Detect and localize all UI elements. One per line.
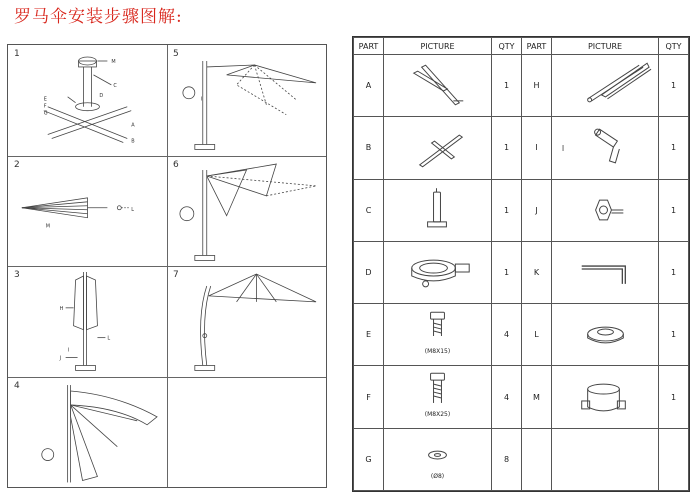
table-row bbox=[354, 241, 522, 303]
svg-text:G: G bbox=[43, 110, 48, 117]
table-row bbox=[354, 179, 522, 241]
step-5 bbox=[167, 45, 326, 156]
svg-text:H: H bbox=[59, 305, 64, 312]
open-umbrella-illustration bbox=[167, 266, 326, 377]
part-qty: 1 bbox=[492, 55, 522, 117]
svg-text:I: I bbox=[67, 347, 70, 354]
svg-text:I: I bbox=[561, 144, 565, 154]
base-assembly-illustration bbox=[8, 45, 167, 156]
part-picture bbox=[384, 179, 492, 241]
step-7 bbox=[167, 266, 326, 377]
parts-table-right bbox=[521, 37, 689, 491]
col-header-part: PART bbox=[522, 38, 552, 55]
part-picture bbox=[384, 366, 492, 428]
parts-list-panel bbox=[352, 36, 690, 492]
part-qty: 1 bbox=[492, 179, 522, 241]
canopy-unfold-illustration bbox=[8, 377, 167, 488]
part-picture bbox=[552, 241, 659, 303]
svg-text:B: B bbox=[131, 138, 135, 145]
step-3 bbox=[8, 266, 167, 377]
step-number: 5 bbox=[173, 49, 179, 59]
part-qty bbox=[659, 428, 689, 490]
part-picture bbox=[384, 428, 492, 490]
table-row bbox=[354, 366, 522, 428]
canopy-attach-illustration bbox=[8, 156, 167, 267]
assembly-steps-panel bbox=[7, 44, 327, 488]
step-number: 6 bbox=[173, 159, 179, 170]
crank-handle-icon bbox=[552, 117, 658, 178]
step-number: 1 bbox=[14, 49, 20, 59]
col-header-part: PART bbox=[354, 38, 384, 55]
step-number: 7 bbox=[173, 270, 179, 280]
table-row bbox=[522, 179, 689, 241]
part-picture bbox=[384, 117, 492, 179]
cross-base-bar-icon bbox=[384, 117, 491, 178]
part-qty: 1 bbox=[659, 117, 689, 179]
step-2 bbox=[8, 156, 167, 267]
part-qty: 1 bbox=[659, 179, 689, 241]
part-qty: 1 bbox=[659, 241, 689, 303]
allen-key-icon bbox=[552, 242, 658, 303]
bolt-pin-icon bbox=[384, 180, 491, 241]
svg-text:E: E bbox=[43, 96, 47, 103]
table-row bbox=[522, 241, 689, 303]
col-header-qty: QTY bbox=[492, 38, 522, 55]
screw-icon bbox=[384, 304, 491, 365]
part-letter: G bbox=[354, 428, 384, 490]
step-number: 4 bbox=[14, 380, 20, 391]
step-6 bbox=[167, 156, 326, 267]
table-row bbox=[522, 366, 689, 428]
canopy-opening-illustration bbox=[167, 45, 326, 156]
svg-text:L: L bbox=[131, 206, 134, 213]
step-empty bbox=[167, 377, 326, 488]
svg-text:A: A bbox=[131, 122, 135, 129]
knob-icon bbox=[552, 180, 658, 241]
part-qty: 4 bbox=[492, 366, 522, 428]
part-size-label: (Ø8) bbox=[430, 473, 445, 480]
step-4 bbox=[8, 377, 167, 488]
part-qty: 1 bbox=[659, 55, 689, 117]
part-size-label: (M8X25) bbox=[424, 410, 451, 418]
svg-text:M: M bbox=[111, 58, 116, 65]
part-picture bbox=[552, 366, 659, 428]
screw-icon bbox=[384, 367, 491, 428]
part-letter: H bbox=[522, 55, 552, 117]
part-letter: F bbox=[354, 366, 384, 428]
part-qty: 1 bbox=[492, 241, 522, 303]
table-row bbox=[354, 117, 522, 179]
part-letter: A bbox=[354, 55, 384, 117]
part-qty: 1 bbox=[659, 366, 689, 428]
parts-table-left bbox=[353, 37, 522, 491]
svg-text:D: D bbox=[99, 92, 104, 99]
table-row bbox=[522, 55, 689, 117]
part-letter: I bbox=[522, 117, 552, 179]
part-picture bbox=[552, 179, 659, 241]
part-picture bbox=[384, 241, 492, 303]
part-qty: 4 bbox=[492, 304, 522, 366]
part-letter: E bbox=[354, 304, 384, 366]
part-letter: B bbox=[354, 117, 384, 179]
part-qty: 1 bbox=[492, 117, 522, 179]
part-letter: C bbox=[354, 179, 384, 241]
table-row bbox=[354, 428, 522, 490]
part-picture bbox=[552, 428, 659, 490]
rotating-base-icon bbox=[384, 242, 491, 303]
table-row bbox=[354, 55, 522, 117]
pole-mounting-illustration bbox=[8, 266, 167, 377]
canopy-tilt-illustration bbox=[167, 156, 326, 267]
table-row bbox=[522, 117, 689, 179]
cross-base-bar-icon bbox=[384, 55, 491, 116]
step-number: 3 bbox=[14, 270, 20, 280]
col-header-picture: PICTURE bbox=[384, 38, 492, 55]
part-picture bbox=[384, 55, 492, 117]
canopy-pole-icon bbox=[552, 55, 658, 116]
col-header-picture: PICTURE bbox=[552, 38, 659, 55]
part-picture bbox=[552, 304, 659, 366]
collar-icon bbox=[552, 367, 658, 428]
svg-text:L: L bbox=[107, 335, 111, 342]
part-qty: 8 bbox=[492, 428, 522, 490]
table-row bbox=[354, 304, 522, 366]
part-picture bbox=[552, 117, 659, 179]
part-letter: M bbox=[522, 366, 552, 428]
part-picture bbox=[552, 55, 659, 117]
table-row bbox=[522, 428, 689, 490]
svg-text:C: C bbox=[113, 82, 117, 89]
part-letter bbox=[522, 428, 552, 490]
part-letter: L bbox=[522, 304, 552, 366]
svg-text:J: J bbox=[59, 355, 62, 362]
part-letter: K bbox=[522, 241, 552, 303]
svg-text:M: M bbox=[45, 223, 51, 230]
page-title: 罗马伞安装步骤图解: bbox=[14, 7, 183, 27]
part-qty: 1 bbox=[659, 304, 689, 366]
part-size-label: (M8X15) bbox=[424, 348, 451, 356]
ring-cover-icon bbox=[552, 304, 658, 365]
col-header-qty: QTY bbox=[659, 38, 689, 55]
svg-text:F: F bbox=[43, 103, 47, 110]
step-number: 2 bbox=[14, 159, 20, 170]
part-letter: D bbox=[354, 241, 384, 303]
table-row bbox=[522, 304, 689, 366]
svg-text:I: I bbox=[200, 96, 203, 103]
part-picture bbox=[384, 304, 492, 366]
step-1 bbox=[8, 45, 167, 156]
washer-icon bbox=[384, 429, 491, 490]
part-letter: J bbox=[522, 179, 552, 241]
